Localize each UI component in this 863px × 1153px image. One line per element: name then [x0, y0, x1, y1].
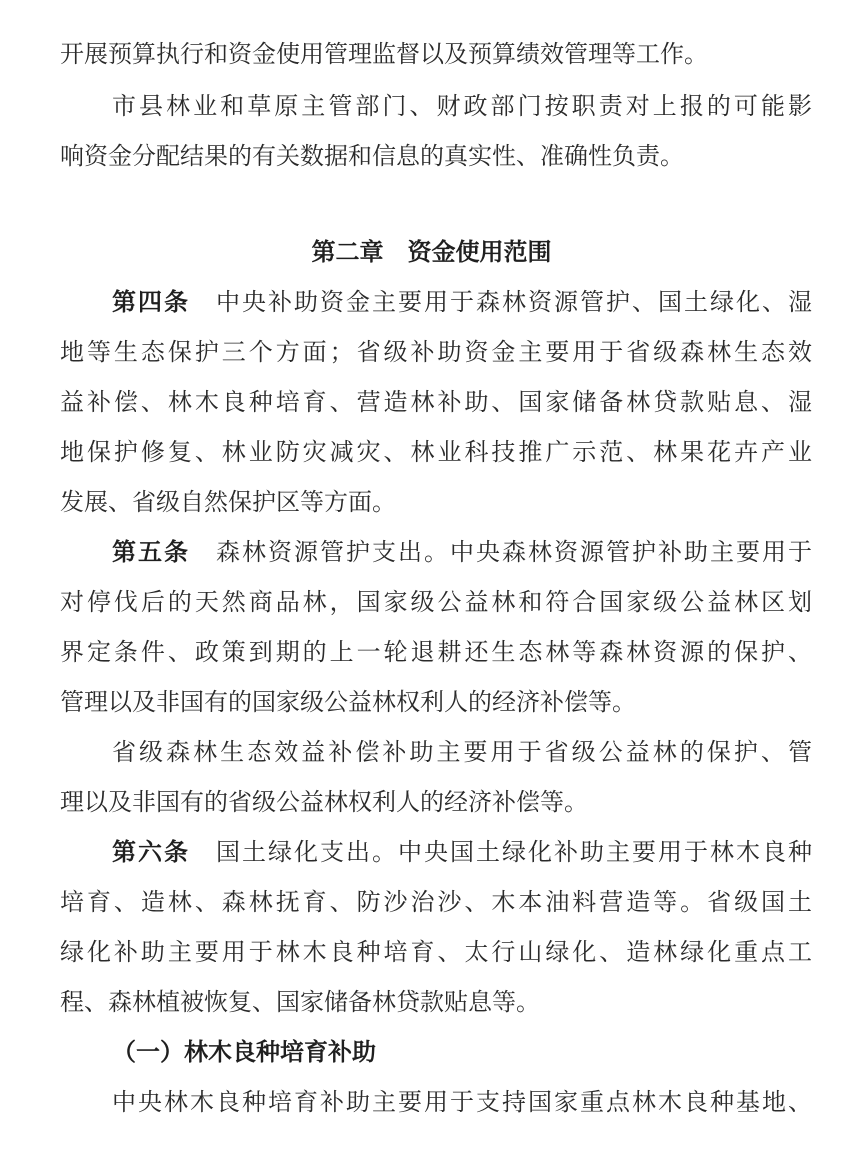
paragraph-line: 界定条件、政策到期的上一轮退耕还生态林等森林资源的保护、 — [60, 638, 812, 666]
article-label: 第四条 — [112, 288, 190, 316]
paragraph-line: 开展预算执行和资金使用管理监督以及预算绩效管理等工作。 — [60, 40, 708, 68]
chapter-title: 第二章 资金使用范围 — [311, 238, 552, 266]
paragraph-line: 发展、省级自然保护区等方面。 — [60, 488, 396, 516]
paragraph-line: 市县林业和草原主管部门、财政部门按职责对上报的可能影 — [112, 92, 812, 120]
paragraph-line: 中央林木良种培育补助主要用于支持国家重点林木良种基地、 — [112, 1088, 812, 1116]
paragraph-line: 地保护修复、林业防灾减灾、林业科技推广示范、林果花卉产业 — [60, 438, 812, 466]
article-label: 第五条 — [112, 538, 190, 566]
paragraph-line: 理以及非国有的省级公益林权利人的经济补偿等。 — [60, 788, 588, 816]
paragraph-line: 地等生态保护三个方面；省级补助资金主要用于省级森林生态效 — [60, 338, 812, 366]
paragraph-line: 培育、造林、森林抚育、防沙治沙、木本油料营造等。省级国土 — [60, 888, 812, 916]
paragraph-line: 省级森林生态效益补偿补助主要用于省级公益林的保护、管 — [112, 738, 812, 766]
article-label: 第六条 — [112, 838, 190, 866]
paragraph-line: 程、森林植被恢复、国家储备林贷款贴息等。 — [60, 988, 540, 1016]
article-text: 国土绿化支出。中央国土绿化补助主要用于林木良种 — [216, 838, 812, 866]
article-text: 森林资源管护支出。中央森林资源管护补助主要用于 — [216, 538, 812, 566]
paragraph-line: 管理以及非国有的国家级公益林权利人的经济补偿等。 — [60, 688, 636, 716]
article-6-line — [112, 836, 812, 868]
article-4-line — [112, 286, 812, 318]
paragraph-line: 对停伐后的天然商品林，国家级公益林和符合国家级公益林区划 — [60, 588, 812, 616]
paragraph-line: 绿化补助主要用于林木良种培育、太行山绿化、造林绿化重点工 — [60, 938, 812, 966]
article-text: 中央补助资金主要用于森林资源管护、国土绿化、湿 — [216, 288, 812, 316]
paragraph-line: 响资金分配结果的有关数据和信息的真实性、准确性负责。 — [60, 142, 684, 170]
article-5-line — [112, 536, 812, 568]
paragraph-line: 益补偿、林木良种培育、营造林补助、国家储备林贷款贴息、湿 — [60, 388, 812, 416]
section-subheading: （一）林木良种培育补助 — [112, 1038, 376, 1066]
